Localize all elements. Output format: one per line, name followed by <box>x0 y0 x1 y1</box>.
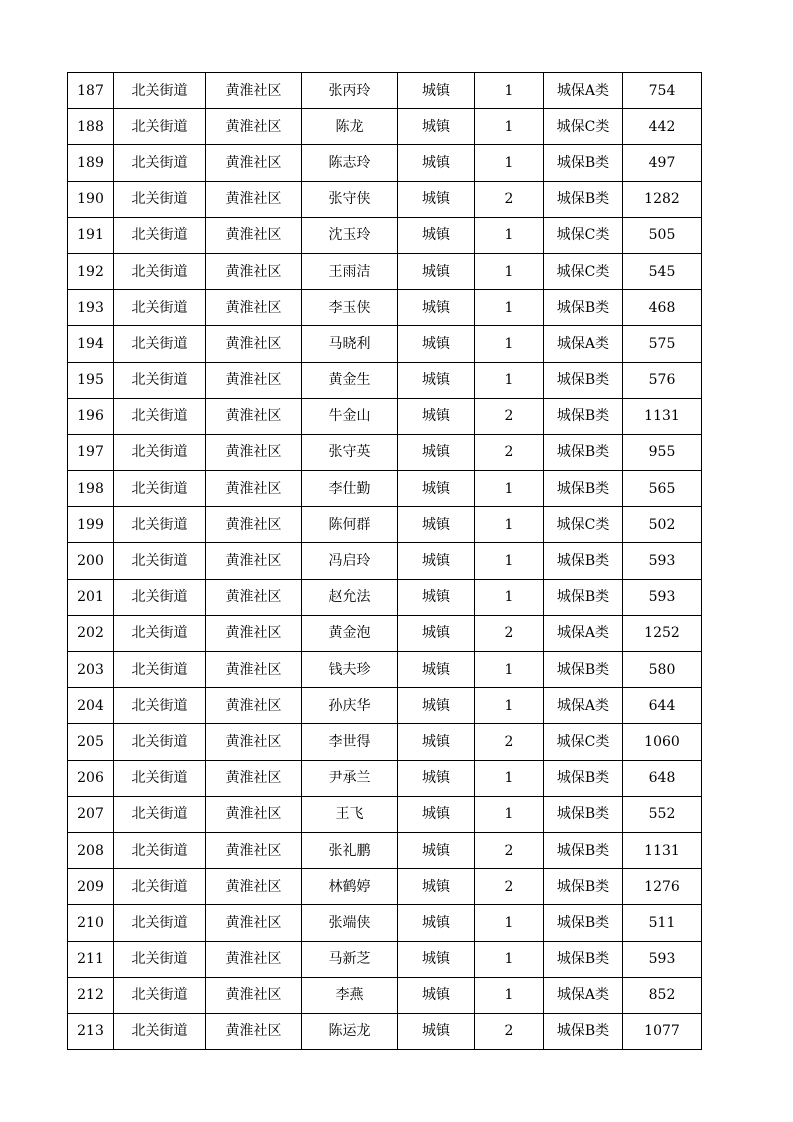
community-cell: 黄淮社区 <box>206 326 302 362</box>
assistance-category-cell: 城保B类 <box>544 398 623 434</box>
assistance-category-cell: 城保B类 <box>544 869 623 905</box>
seq-cell: 192 <box>68 253 114 289</box>
name-cell: 钱夫珍 <box>302 652 398 688</box>
amount-cell: 955 <box>623 434 702 470</box>
table-row <box>68 181 702 217</box>
area-type-cell: 城镇 <box>398 941 475 977</box>
street-cell: 北关街道 <box>114 760 206 796</box>
household-size-cell: 1 <box>475 253 544 289</box>
area-type-cell: 城镇 <box>398 724 475 760</box>
amount-cell: 576 <box>623 362 702 398</box>
community-cell: 黄淮社区 <box>206 181 302 217</box>
household-size-cell: 1 <box>475 579 544 615</box>
amount-cell: 1252 <box>623 615 702 651</box>
street-cell: 北关街道 <box>114 217 206 253</box>
name-cell: 李仕勤 <box>302 471 398 507</box>
seq-cell: 203 <box>68 652 114 688</box>
amount-cell: 593 <box>623 941 702 977</box>
name-cell: 李世得 <box>302 724 398 760</box>
table-row <box>68 73 702 109</box>
area-type-cell: 城镇 <box>398 73 475 109</box>
name-cell: 张守侠 <box>302 181 398 217</box>
name-cell: 李燕 <box>302 977 398 1013</box>
table-row <box>68 615 702 651</box>
name-cell: 陈运龙 <box>302 1013 398 1049</box>
household-size-cell: 1 <box>475 941 544 977</box>
household-size-cell: 2 <box>475 869 544 905</box>
assistance-category-cell: 城保B类 <box>544 145 623 181</box>
beneficiary-table <box>67 72 702 1050</box>
household-size-cell: 1 <box>475 652 544 688</box>
name-cell: 张礼鹏 <box>302 832 398 868</box>
assistance-category-cell: 城保B类 <box>544 579 623 615</box>
amount-cell: 505 <box>623 217 702 253</box>
community-cell: 黄淮社区 <box>206 1013 302 1049</box>
assistance-category-cell: 城保B类 <box>544 652 623 688</box>
household-size-cell: 2 <box>475 398 544 434</box>
amount-cell: 1060 <box>623 724 702 760</box>
seq-cell: 188 <box>68 109 114 145</box>
seq-cell: 206 <box>68 760 114 796</box>
area-type-cell: 城镇 <box>398 796 475 832</box>
community-cell: 黄淮社区 <box>206 507 302 543</box>
seq-cell: 204 <box>68 688 114 724</box>
street-cell: 北关街道 <box>114 905 206 941</box>
assistance-category-cell: 城保B类 <box>544 832 623 868</box>
name-cell: 马晓利 <box>302 326 398 362</box>
amount-cell: 754 <box>623 73 702 109</box>
assistance-category-cell: 城保B类 <box>544 434 623 470</box>
household-size-cell: 2 <box>475 1013 544 1049</box>
assistance-category-cell: 城保B类 <box>544 471 623 507</box>
assistance-category-cell: 城保C类 <box>544 724 623 760</box>
community-cell: 黄淮社区 <box>206 760 302 796</box>
area-type-cell: 城镇 <box>398 290 475 326</box>
name-cell: 王雨洁 <box>302 253 398 289</box>
community-cell: 黄淮社区 <box>206 73 302 109</box>
street-cell: 北关街道 <box>114 398 206 434</box>
community-cell: 黄淮社区 <box>206 434 302 470</box>
community-cell: 黄淮社区 <box>206 796 302 832</box>
table-row <box>68 471 702 507</box>
name-cell: 张丙玲 <box>302 73 398 109</box>
assistance-category-cell: 城保B类 <box>544 290 623 326</box>
amount-cell: 442 <box>623 109 702 145</box>
area-type-cell: 城镇 <box>398 362 475 398</box>
seq-cell: 205 <box>68 724 114 760</box>
seq-cell: 189 <box>68 145 114 181</box>
assistance-category-cell: 城保B类 <box>544 362 623 398</box>
table-row <box>68 543 702 579</box>
seq-cell: 211 <box>68 941 114 977</box>
area-type-cell: 城镇 <box>398 615 475 651</box>
street-cell: 北关街道 <box>114 73 206 109</box>
street-cell: 北关街道 <box>114 434 206 470</box>
household-size-cell: 1 <box>475 905 544 941</box>
area-type-cell: 城镇 <box>398 760 475 796</box>
area-type-cell: 城镇 <box>398 688 475 724</box>
amount-cell: 497 <box>623 145 702 181</box>
table-row <box>68 1013 702 1049</box>
seq-cell: 202 <box>68 615 114 651</box>
seq-cell: 213 <box>68 1013 114 1049</box>
area-type-cell: 城镇 <box>398 217 475 253</box>
name-cell: 黄金生 <box>302 362 398 398</box>
assistance-category-cell: 城保B类 <box>544 543 623 579</box>
assistance-category-cell: 城保B类 <box>544 941 623 977</box>
street-cell: 北关街道 <box>114 579 206 615</box>
street-cell: 北关街道 <box>114 977 206 1013</box>
seq-cell: 207 <box>68 796 114 832</box>
name-cell: 林鹤婷 <box>302 869 398 905</box>
table-row <box>68 109 702 145</box>
street-cell: 北关街道 <box>114 1013 206 1049</box>
area-type-cell: 城镇 <box>398 977 475 1013</box>
seq-cell: 200 <box>68 543 114 579</box>
street-cell: 北关街道 <box>114 109 206 145</box>
area-type-cell: 城镇 <box>398 471 475 507</box>
amount-cell: 575 <box>623 326 702 362</box>
community-cell: 黄淮社区 <box>206 832 302 868</box>
street-cell: 北关街道 <box>114 869 206 905</box>
area-type-cell: 城镇 <box>398 145 475 181</box>
assistance-category-cell: 城保B类 <box>544 760 623 796</box>
assistance-category-cell: 城保B类 <box>544 796 623 832</box>
table-row <box>68 579 702 615</box>
name-cell: 尹承兰 <box>302 760 398 796</box>
assistance-category-cell: 城保B类 <box>544 905 623 941</box>
street-cell: 北关街道 <box>114 615 206 651</box>
amount-cell: 552 <box>623 796 702 832</box>
table-row <box>68 507 702 543</box>
seq-cell: 191 <box>68 217 114 253</box>
name-cell: 王飞 <box>302 796 398 832</box>
table-row <box>68 760 702 796</box>
seq-cell: 190 <box>68 181 114 217</box>
area-type-cell: 城镇 <box>398 905 475 941</box>
household-size-cell: 1 <box>475 977 544 1013</box>
street-cell: 北关街道 <box>114 181 206 217</box>
table-row <box>68 724 702 760</box>
table-row <box>68 217 702 253</box>
seq-cell: 199 <box>68 507 114 543</box>
name-cell: 陈何群 <box>302 507 398 543</box>
table-row <box>68 253 702 289</box>
community-cell: 黄淮社区 <box>206 471 302 507</box>
name-cell: 赵允法 <box>302 579 398 615</box>
table-row <box>68 832 702 868</box>
seq-cell: 209 <box>68 869 114 905</box>
seq-cell: 212 <box>68 977 114 1013</box>
area-type-cell: 城镇 <box>398 181 475 217</box>
household-size-cell: 1 <box>475 471 544 507</box>
household-size-cell: 1 <box>475 796 544 832</box>
street-cell: 北关街道 <box>114 253 206 289</box>
household-size-cell: 1 <box>475 507 544 543</box>
name-cell: 黄金泡 <box>302 615 398 651</box>
table-row <box>68 796 702 832</box>
community-cell: 黄淮社区 <box>206 362 302 398</box>
name-cell: 孙庆华 <box>302 688 398 724</box>
amount-cell: 468 <box>623 290 702 326</box>
name-cell: 张守英 <box>302 434 398 470</box>
table-row <box>68 326 702 362</box>
table-row <box>68 688 702 724</box>
household-size-cell: 2 <box>475 724 544 760</box>
seq-cell: 210 <box>68 905 114 941</box>
table-row <box>68 905 702 941</box>
street-cell: 北关街道 <box>114 290 206 326</box>
area-type-cell: 城镇 <box>398 507 475 543</box>
area-type-cell: 城镇 <box>398 326 475 362</box>
seq-cell: 195 <box>68 362 114 398</box>
area-type-cell: 城镇 <box>398 253 475 289</box>
seq-cell: 187 <box>68 73 114 109</box>
assistance-category-cell: 城保A类 <box>544 615 623 651</box>
amount-cell: 1276 <box>623 869 702 905</box>
community-cell: 黄淮社区 <box>206 905 302 941</box>
name-cell: 李玉侠 <box>302 290 398 326</box>
community-cell: 黄淮社区 <box>206 579 302 615</box>
table-row <box>68 145 702 181</box>
assistance-category-cell: 城保C类 <box>544 217 623 253</box>
community-cell: 黄淮社区 <box>206 652 302 688</box>
assistance-category-cell: 城保C类 <box>544 109 623 145</box>
street-cell: 北关街道 <box>114 362 206 398</box>
street-cell: 北关街道 <box>114 796 206 832</box>
household-size-cell: 2 <box>475 832 544 868</box>
name-cell: 马新芝 <box>302 941 398 977</box>
assistance-category-cell: 城保C类 <box>544 507 623 543</box>
street-cell: 北关街道 <box>114 326 206 362</box>
household-size-cell: 2 <box>475 615 544 651</box>
amount-cell: 644 <box>623 688 702 724</box>
household-size-cell: 2 <box>475 181 544 217</box>
community-cell: 黄淮社区 <box>206 688 302 724</box>
community-cell: 黄淮社区 <box>206 543 302 579</box>
street-cell: 北关街道 <box>114 941 206 977</box>
amount-cell: 511 <box>623 905 702 941</box>
household-size-cell: 1 <box>475 543 544 579</box>
area-type-cell: 城镇 <box>398 434 475 470</box>
seq-cell: 193 <box>68 290 114 326</box>
household-size-cell: 1 <box>475 760 544 796</box>
area-type-cell: 城镇 <box>398 1013 475 1049</box>
assistance-category-cell: 城保A类 <box>544 688 623 724</box>
assistance-category-cell: 城保C类 <box>544 253 623 289</box>
name-cell: 牛金山 <box>302 398 398 434</box>
street-cell: 北关街道 <box>114 652 206 688</box>
community-cell: 黄淮社区 <box>206 869 302 905</box>
area-type-cell: 城镇 <box>398 579 475 615</box>
street-cell: 北关街道 <box>114 145 206 181</box>
community-cell: 黄淮社区 <box>206 724 302 760</box>
street-cell: 北关街道 <box>114 471 206 507</box>
amount-cell: 1077 <box>623 1013 702 1049</box>
household-size-cell: 1 <box>475 290 544 326</box>
amount-cell: 1131 <box>623 398 702 434</box>
amount-cell: 593 <box>623 543 702 579</box>
household-size-cell: 1 <box>475 362 544 398</box>
community-cell: 黄淮社区 <box>206 109 302 145</box>
table-row <box>68 977 702 1013</box>
table-row <box>68 869 702 905</box>
area-type-cell: 城镇 <box>398 652 475 688</box>
street-cell: 北关街道 <box>114 832 206 868</box>
community-cell: 黄淮社区 <box>206 941 302 977</box>
amount-cell: 648 <box>623 760 702 796</box>
household-size-cell: 1 <box>475 73 544 109</box>
seq-cell: 208 <box>68 832 114 868</box>
street-cell: 北关街道 <box>114 543 206 579</box>
household-size-cell: 2 <box>475 434 544 470</box>
household-size-cell: 1 <box>475 217 544 253</box>
amount-cell: 1131 <box>623 832 702 868</box>
seq-cell: 196 <box>68 398 114 434</box>
community-cell: 黄淮社区 <box>206 217 302 253</box>
table-row <box>68 362 702 398</box>
table-row <box>68 434 702 470</box>
amount-cell: 593 <box>623 579 702 615</box>
area-type-cell: 城镇 <box>398 109 475 145</box>
seq-cell: 194 <box>68 326 114 362</box>
household-size-cell: 1 <box>475 326 544 362</box>
household-size-cell: 1 <box>475 145 544 181</box>
name-cell: 冯启玲 <box>302 543 398 579</box>
amount-cell: 565 <box>623 471 702 507</box>
community-cell: 黄淮社区 <box>206 145 302 181</box>
seq-cell: 197 <box>68 434 114 470</box>
amount-cell: 580 <box>623 652 702 688</box>
community-cell: 黄淮社区 <box>206 253 302 289</box>
seq-cell: 201 <box>68 579 114 615</box>
assistance-category-cell: 城保B类 <box>544 181 623 217</box>
amount-cell: 1282 <box>623 181 702 217</box>
area-type-cell: 城镇 <box>398 398 475 434</box>
area-type-cell: 城镇 <box>398 543 475 579</box>
assistance-category-cell: 城保A类 <box>544 977 623 1013</box>
table-row <box>68 652 702 688</box>
amount-cell: 545 <box>623 253 702 289</box>
community-cell: 黄淮社区 <box>206 615 302 651</box>
table-row <box>68 941 702 977</box>
table-body <box>68 73 702 1050</box>
seq-cell: 198 <box>68 471 114 507</box>
table-row <box>68 290 702 326</box>
area-type-cell: 城镇 <box>398 869 475 905</box>
street-cell: 北关街道 <box>114 724 206 760</box>
household-size-cell: 1 <box>475 688 544 724</box>
name-cell: 沈玉玲 <box>302 217 398 253</box>
table-row <box>68 398 702 434</box>
name-cell: 张端侠 <box>302 905 398 941</box>
name-cell: 陈志玲 <box>302 145 398 181</box>
community-cell: 黄淮社区 <box>206 290 302 326</box>
household-size-cell: 1 <box>475 109 544 145</box>
area-type-cell: 城镇 <box>398 832 475 868</box>
community-cell: 黄淮社区 <box>206 398 302 434</box>
street-cell: 北关街道 <box>114 688 206 724</box>
community-cell: 黄淮社区 <box>206 977 302 1013</box>
amount-cell: 502 <box>623 507 702 543</box>
assistance-category-cell: 城保B类 <box>544 1013 623 1049</box>
assistance-category-cell: 城保A类 <box>544 73 623 109</box>
assistance-category-cell: 城保A类 <box>544 326 623 362</box>
amount-cell: 852 <box>623 977 702 1013</box>
name-cell: 陈龙 <box>302 109 398 145</box>
street-cell: 北关街道 <box>114 507 206 543</box>
